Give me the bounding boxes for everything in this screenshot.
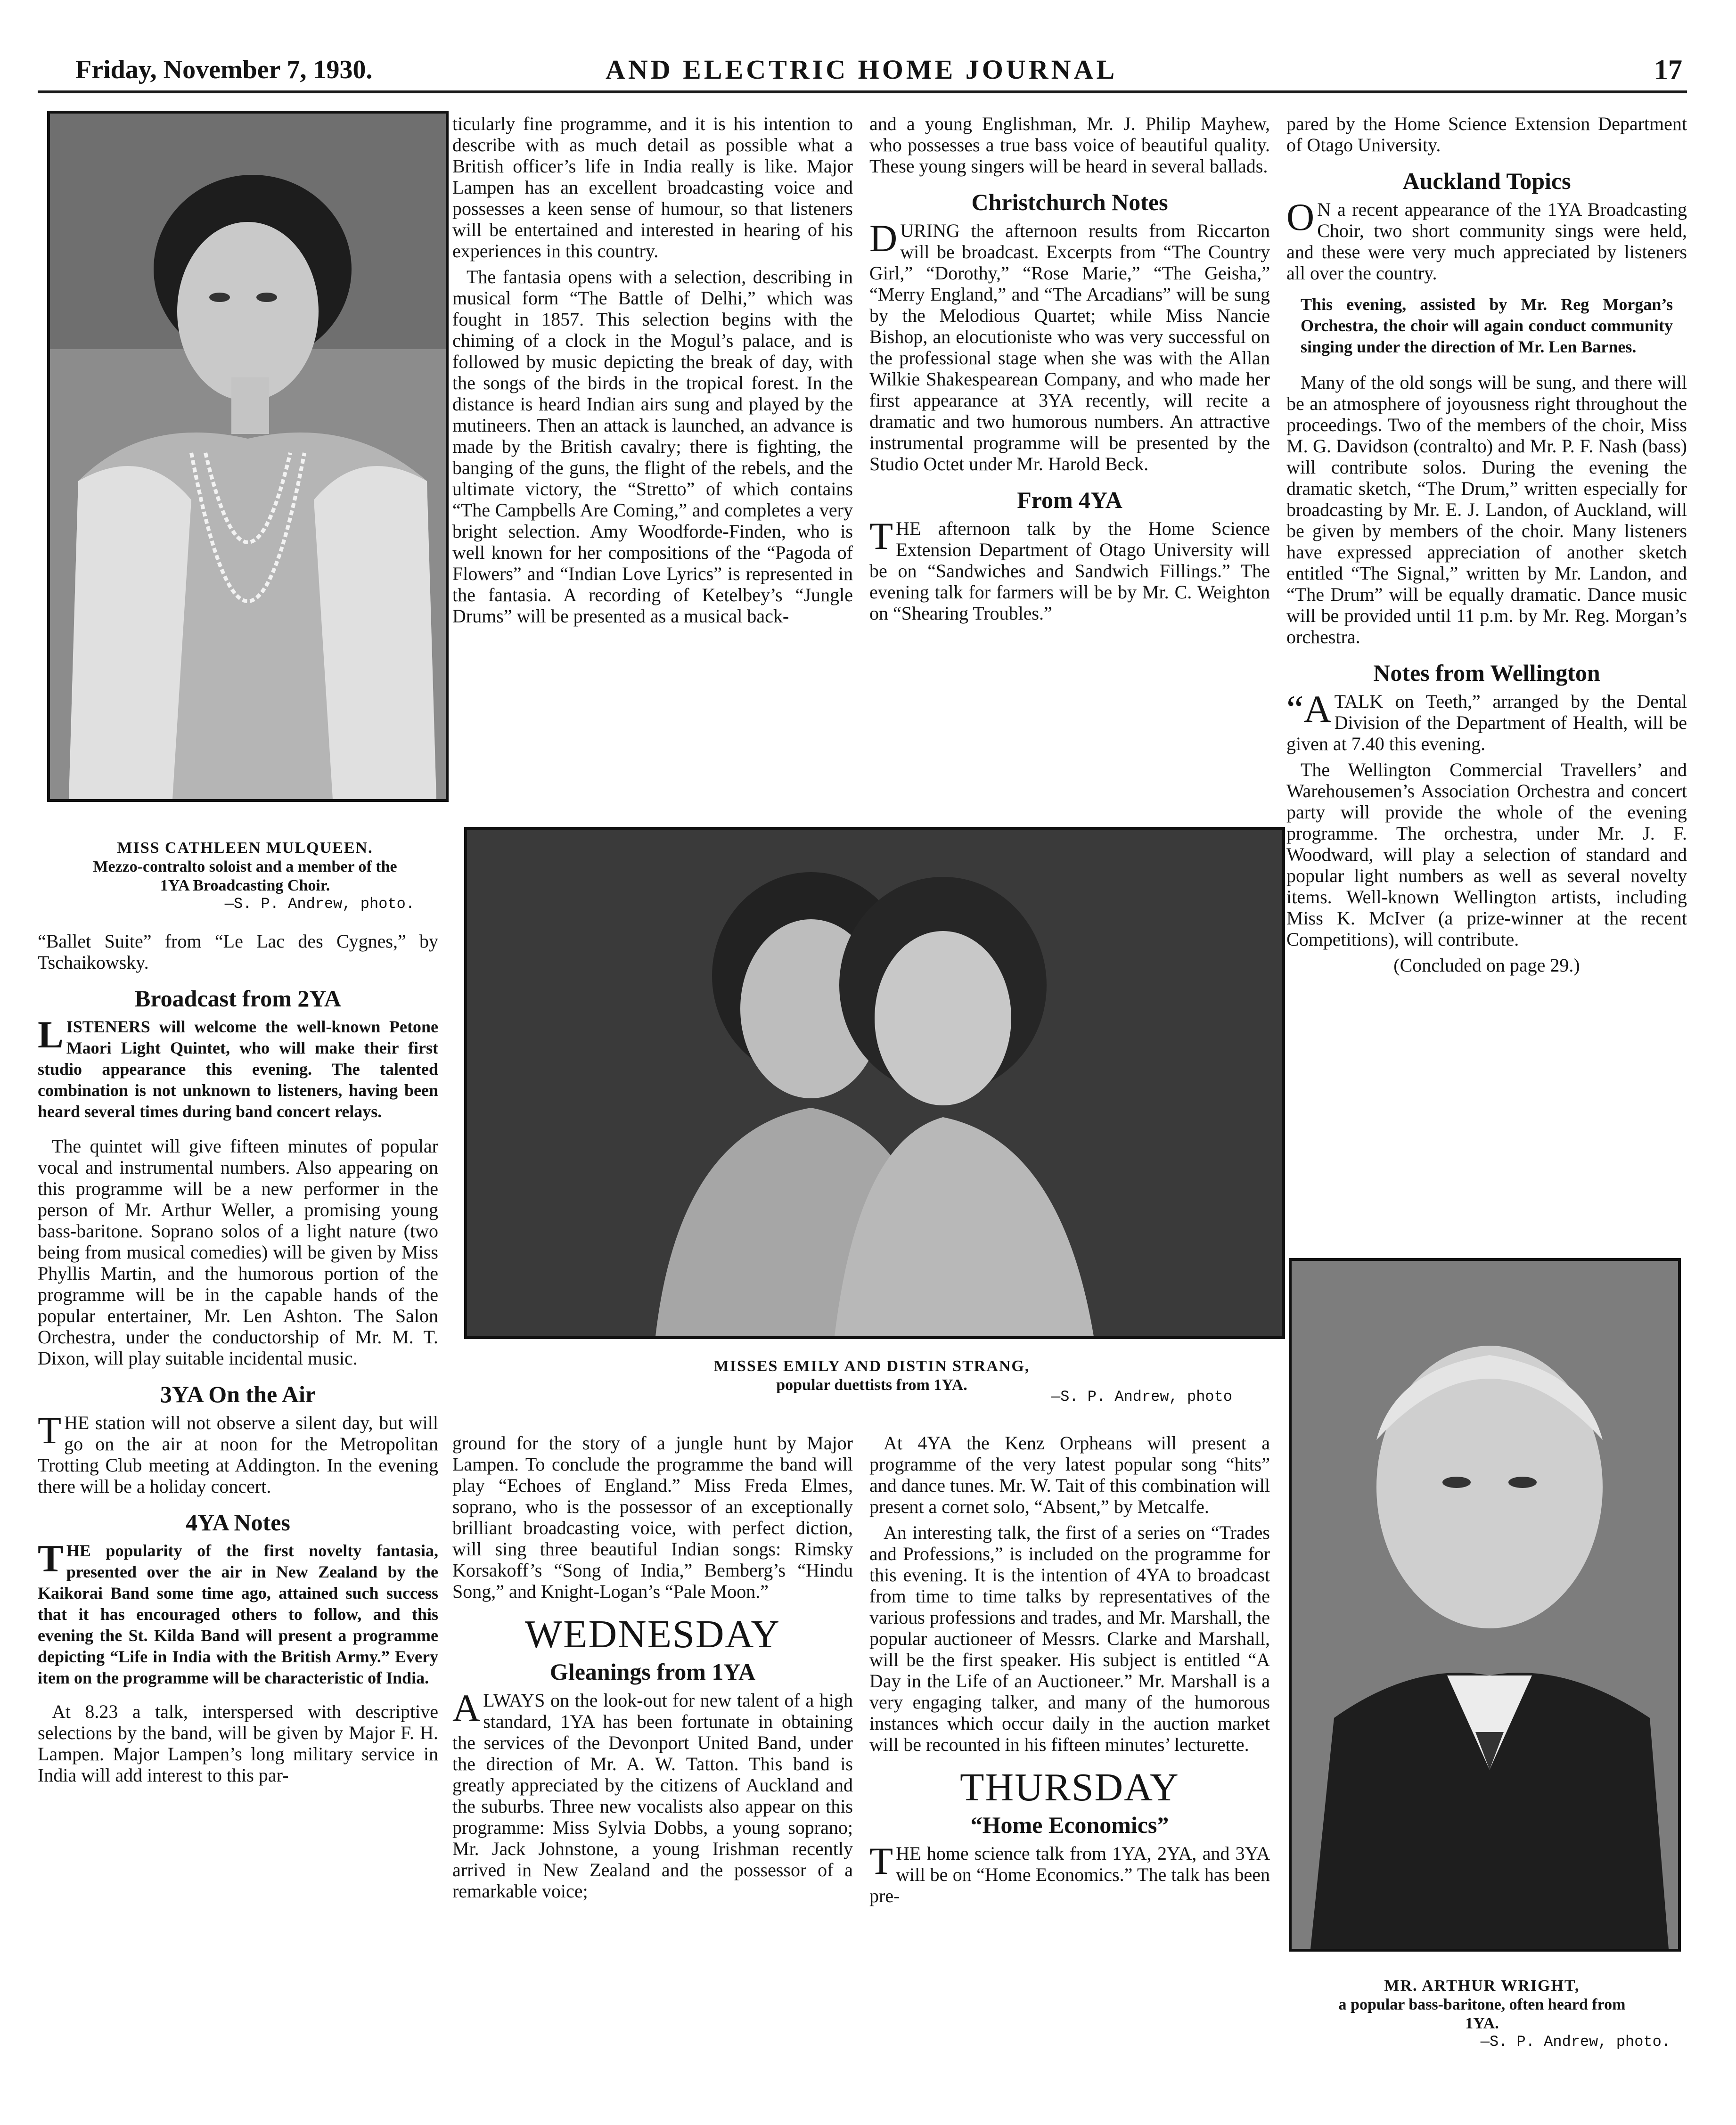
caption-name: MISSES EMILY AND DISTIN STRANG, <box>713 1357 1030 1375</box>
drop-cap: T <box>38 1409 62 1452</box>
drop-cap: T <box>869 515 893 557</box>
paragraph-2ya-quintet: The quintet will give fifteen minutes of popular vocal and instrumental numbers. Also appearing on this programme will be a new performer in the person of Mr. Arthur Weller, a promising young bass-baritone. Soprano solos of a light nature (two being from musical comedies) will be given by Miss Phyllis Martin, and the humorous portion of the programme will be in the capable hands of the popular entertainer, Mr. Len Ashton. The Salon Orchestra, under the conductorship of Mr. M. T. Dixon, will play suitable incidental music. <box>38 1136 438 1369</box>
paragraph-talk-teeth: “ATALK on Teeth,” arranged by the Dental Division of the Department of Health, will be given at 7.40 this evening. <box>1286 687 1687 754</box>
heading-3ya-on-air: 3YA On the Air <box>160 1381 316 1407</box>
column-3-bottom <box>869 1432 1270 1911</box>
caption-strang <box>464 1357 1279 1406</box>
photo-strang-sisters <box>464 827 1285 1339</box>
paragraph-jungle-hunt: ground for the story of a jungle hunt by Major Lampen. To conclude the programme the band will play “Echoes of England.” Miss Freda Elmes, soprano, who is the possessor of an exceptionally brilliant broadcasting voice, with perfect diction, will sing three beautiful Indian songs: Rimsky Korsakoff’s “Song of India,” Bemberg’s “Hindu Song,” and Knight-Logan’s “Pale Moon.” <box>452 1432 853 1602</box>
drop-cap: D <box>869 217 898 260</box>
caption-wright <box>1289 1977 1675 2051</box>
caption-mulqueen <box>47 839 443 913</box>
concluded-note: (Concluded on page 29.) <box>1393 955 1580 976</box>
heading-4ya-notes: 4YA Notes <box>186 1509 290 1536</box>
paragraph-2ya-intro: LISTENERS will welcome the well-known Petone Maori Light Quintet, who will make their first studio appearance this evening. The talented combination is not unknown to listeners, having been heard several times during band concert relays. <box>38 1013 438 1121</box>
photo-credit: —S. P. Andrew, photo. <box>224 895 415 913</box>
paragraph-wellington-orchestra: The Wellington Commercial Travellers’ and Warehousemen’s Association Orchestra and concert party will provide the whole of the evening programme. The orchestra, under Mr. J. F. Woodward, will play a selection of standard and popular light numbers as well as several novelty items. Well-known Wellington artists, including Miss K. McIver (a prize-winner at the recent Competitions), will contribute. <box>1286 759 1687 950</box>
photo-cathleen-mulqueen <box>47 111 449 802</box>
drop-cap: L <box>38 1013 64 1056</box>
page-number: 17 <box>1654 54 1682 85</box>
paragraph-3ya: THE station will not observe a silent day, but will go on the air at noon for the Metropolitan Trotting Club meeting at Addington. In the evening there will be a holiday concert. <box>38 1409 438 1497</box>
heading-wednesday: WEDNESDAY <box>524 1612 781 1656</box>
paragraph-fantasia: The fantasia opens with a selection, describing in musical form “The Battle of Delhi,” which was fought in 1857. This selection begins with the chiming of a clock in the Mogul’s palace, and is followed by music depicting the break of day, with the songs of the birds in the tropical forest. In the distance is heard Indian airs sung and played by the mutineers. Then an attack is launched, an advance is made by the British cavalry; there is fighting, the banging of the guns, the flight of the rebels, and the ultimate victory, the “Stretto” of which contains “The Campbells Are Coming,” and completes a very bright selection. Amy Woodforde-Finden, who is well known for her compositions of the “Pagoda of Flowers” and “Indian Love Lyrics” is represented in the fantasia. A recording of Ketelbey’s “Jungle Drums” will be presented as a musical back- <box>452 266 853 627</box>
portrait-woman-pearls <box>50 114 446 799</box>
heading-gleanings-1ya: Gleanings from 1YA <box>549 1659 756 1685</box>
paragraph-old-songs: Many of the old songs will be sung, and there will be an atmosphere of joyousness right throughout the proceedings. Two of the members of the choir, Miss M. G. Davidson (contralto) and Mr. P. F. Nash (bass) will contribute solos. During the evening the dramatic sketch, “The Drum,” written especially for broadcasting by Mr. E. J. Landon, of Auckland, will be given by members of the choir. Many listeners have expressed appreciation of another sketch entitled “The Signal,” written by Mr. Landon, and “The Drum” will be equally dramatic. Dance music will be provided until 11 p.m. by Mr. Reg. Morgan’s orchestra. <box>1286 372 1687 647</box>
header-rule <box>38 90 1687 93</box>
column-4 <box>1286 113 1687 976</box>
paragraph-auckland-bold: This evening, assisted by Mr. Reg Morgan’s Orchestra, the choir will again conduct community singing under the direction of Mr. Len Barnes. <box>1301 295 1673 356</box>
column-1 <box>38 931 438 1790</box>
column-2-top <box>452 113 853 631</box>
drop-cap: T <box>38 1537 64 1580</box>
paragraph-auckland-choir: O N a recent appearance of the 1YA Broadcasting Choir, two short community sings were held, and these were very much appreciated by listeners all over the country. <box>1286 196 1687 284</box>
heading-auckland-topics: Auckland Topics <box>1402 168 1571 194</box>
drop-cap: T <box>869 1839 893 1882</box>
paragraph-otago: pared by the Home Science Extension Department of Otago University. <box>1286 113 1687 155</box>
paragraph-4ya-fantasia: THE popularity of the first novelty fantasia, presented over the air in New Zealand by the Kaikorai Band some time ago, attained such success that it has encouraged others to follow, and this evening the St. Kilda Band will present a programme depicting “Life in India with the British Army.” Every item on the programme will be characteristic of India. <box>38 1537 438 1687</box>
caption-desc: popular duettists from 1YA. <box>776 1376 967 1394</box>
drop-cap: “A <box>1286 687 1332 730</box>
paragraph-lampen: ticularly fine programme, and it is his intention to describe with as much detail as possible what a British officer’s life in India really is like. Major Lampen has an excellent broadcasting voice and possesses a keen sense of humour, so that listeners will be entertained and interested in hearing of his experiences in this country. <box>452 113 853 262</box>
caption-desc: a popular bass-baritone, often heard from 1YA. <box>1338 1996 1626 2032</box>
photo-credit: —S. P. Andrew, photo <box>1051 1388 1232 1406</box>
caption-name: MR. ARTHUR WRIGHT, <box>1384 1977 1580 1994</box>
column-2-bottom <box>452 1432 853 1906</box>
heading-from-4ya: From 4YA <box>1017 487 1122 513</box>
drop-cap: A <box>452 1686 481 1729</box>
photo-arthur-wright <box>1289 1258 1681 1952</box>
paragraph-4ya-talk: At 8.23 a talk, interspersed with descriptive selections by the band, will be given by Major F. H. Lampen. Major Lampen’s long military service in India will add interest to this par- <box>38 1701 438 1786</box>
column-3-top <box>869 113 1270 629</box>
heading-thursday: THURSDAY <box>960 1765 1179 1809</box>
portrait-man-suit <box>1292 1261 1678 1949</box>
photo-credit: —S. P. Andrew, photo. <box>1480 2033 1670 2051</box>
paragraph-home-science: THE home science talk from 1YA, 2YA, and 3YA will be on “Home Economics.” The talk has been pre- <box>869 1839 1270 1906</box>
paragraph-christchurch: DURING the afternoon results from Riccarton will be broadcast. Excerpts from “The Country Girl,” “Dorothy,” “Rose Marie,” “The Geisha,” “Merry England,” and “The Arcadians” will be sung by the Melodious Quartet; while Miss Nancie Bishop, an elocutioniste who was very successful on the professional stage when she was with the Allan Wilkie Shakespearean Company, and who made her first appearance at 3YA recently, will recite a dramatic and two humorous numbers. An attractive instrumental programme will be presented by the Studio Octet under Mr. Harold Beck. <box>869 217 1270 474</box>
journal-title: AND ELECTRIC HOME JOURNAL <box>606 54 1118 85</box>
heading-broadcast-2ya: Broadcast from 2YA <box>135 985 341 1012</box>
heading-notes-wellington: Notes from Wellington <box>1373 660 1600 686</box>
caption-desc: Mezzo-contralto soloist and a member of the 1YA Broadcasting Choir. <box>93 858 397 894</box>
paragraph-devonport-band: ALWAYS on the look-out for new talent of a high standard, 1YA has been fortunate in obtaining the services of the Devonport United Band, under the direction of Mr. A. W. Tatton. This band is greatly appreciated by the citizens of Auckland and the suburbs. Three new vocalists also appear on this programme: Miss Sylvia Dobbs, a young soprano; Mr. Jack Johnstone, a young Irishman recently arrived in New Zealand and the possessor of a remarkable voice; <box>452 1686 853 1902</box>
masthead <box>75 47 1687 92</box>
heading-home-economics: “Home Economics” <box>970 1812 1169 1838</box>
paragraph-ballet: “Ballet Suite” from “Le Lac des Cygnes,” by Tschaikowsky. <box>38 931 438 973</box>
heading-christchurch-notes: Christchurch Notes <box>971 189 1168 215</box>
issue-date: Friday, November 7, 1930. <box>75 55 373 84</box>
caption-name: MISS CATHLEEN MULQUEEN. <box>117 839 373 857</box>
paragraph-mayhew: and a young Englishman, Mr. J. Philip Mayhew, who possesses a true bass voice of beautiful quality. These young singers will be heard in several ballads. <box>869 113 1270 177</box>
drop-cap: O <box>1286 196 1315 238</box>
paragraph-trades-professions: An interesting talk, the first of a series on “Trades and Professions,” is included on the programme for this evening. It is the intention of 4YA to broadcast from time to time talks by representatives of the various professions and trades, and Mr. Marshall, the popular auctioneer of Messrs. Clarke and Marshall, will be the first speaker. His subject is entitled “A Day in the Life of an Auctioneer.” Mr. Marshall is a very engaging talker, and many of the humorous instances which occur daily in the auction market will be recounted in his fifteen minutes’ lecturette. <box>869 1522 1270 1755</box>
portrait-two-women <box>467 830 1282 1336</box>
paragraph-from-4ya: THE afternoon talk by the Home Science Extension Department of Otago University will be on “Sandwiches and Sandwich Fillings.” The evening talk for farmers will be by Mr. C. Weighton on “Shearing Troubles.” <box>869 515 1270 624</box>
paragraph-kenz-orpheans: At 4YA the Kenz Orpheans will present a programme of the very latest popular song “hits” and dance tunes. Mr. W. Tait of this combination will present a cornet solo, “Absent,” by Metcalfe. <box>869 1432 1270 1517</box>
